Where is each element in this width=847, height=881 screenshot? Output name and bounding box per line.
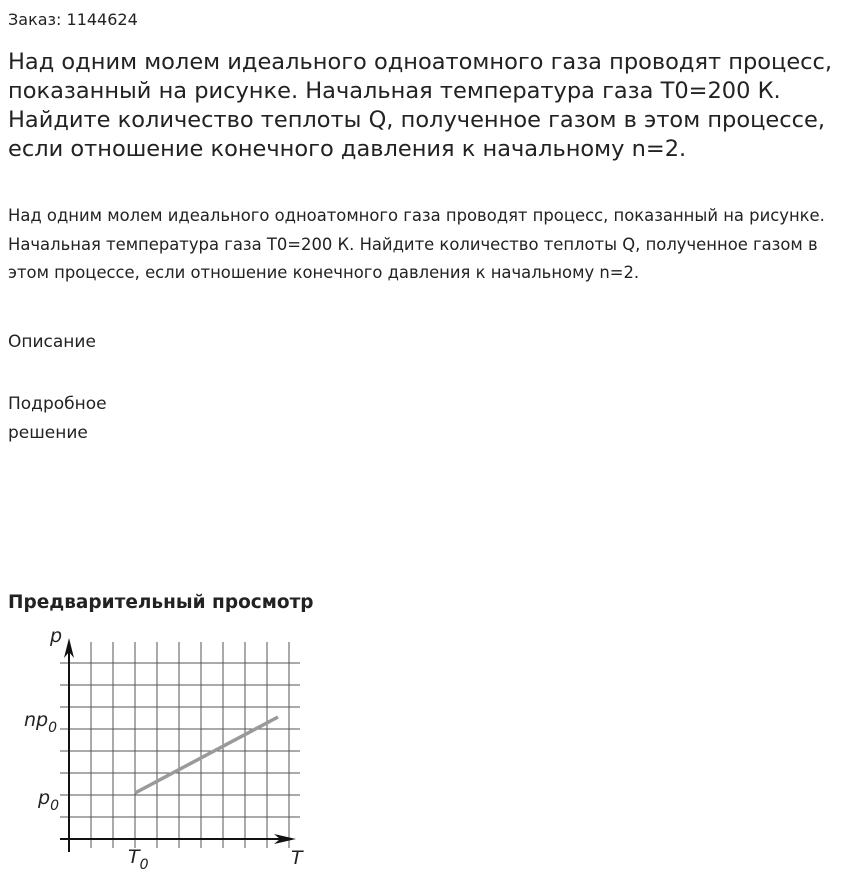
tick-label-p0: $p_0$ xyxy=(38,787,59,814)
order-number: Заказ: 1144624 xyxy=(8,10,138,29)
x-axis-label: T xyxy=(291,847,303,869)
tick-label-T0: $T_0$ xyxy=(128,846,149,873)
task-body: Над одним молем идеального одноатомного газа проводят процесс, показанный на рисунке. Начальная температура газа T0=200 К. Найдите количество теплоты Q, полученное газом в этом процессе, если отношение конечного давления к начальному n=2. xyxy=(8,206,825,282)
y-axis-label: p xyxy=(50,625,63,647)
process-line xyxy=(135,717,278,793)
tick-label-np0: $np_0$ xyxy=(24,709,58,736)
description-label: Описание xyxy=(8,332,96,352)
process-graph xyxy=(0,620,320,881)
task-title: Над одним молем идеального одноатомного газа проводят процесс, показанный на рисунке. Начальная температура газа T0=200 К. Найдите количество теплоты Q, полученное газом в этом процессе, если отношение конечного давления к начальному n=2. xyxy=(8,49,833,162)
preview-heading: Предварительный просмотр xyxy=(8,592,314,613)
graph-grid xyxy=(60,642,300,848)
solution-label: Подробное решение xyxy=(8,394,107,443)
